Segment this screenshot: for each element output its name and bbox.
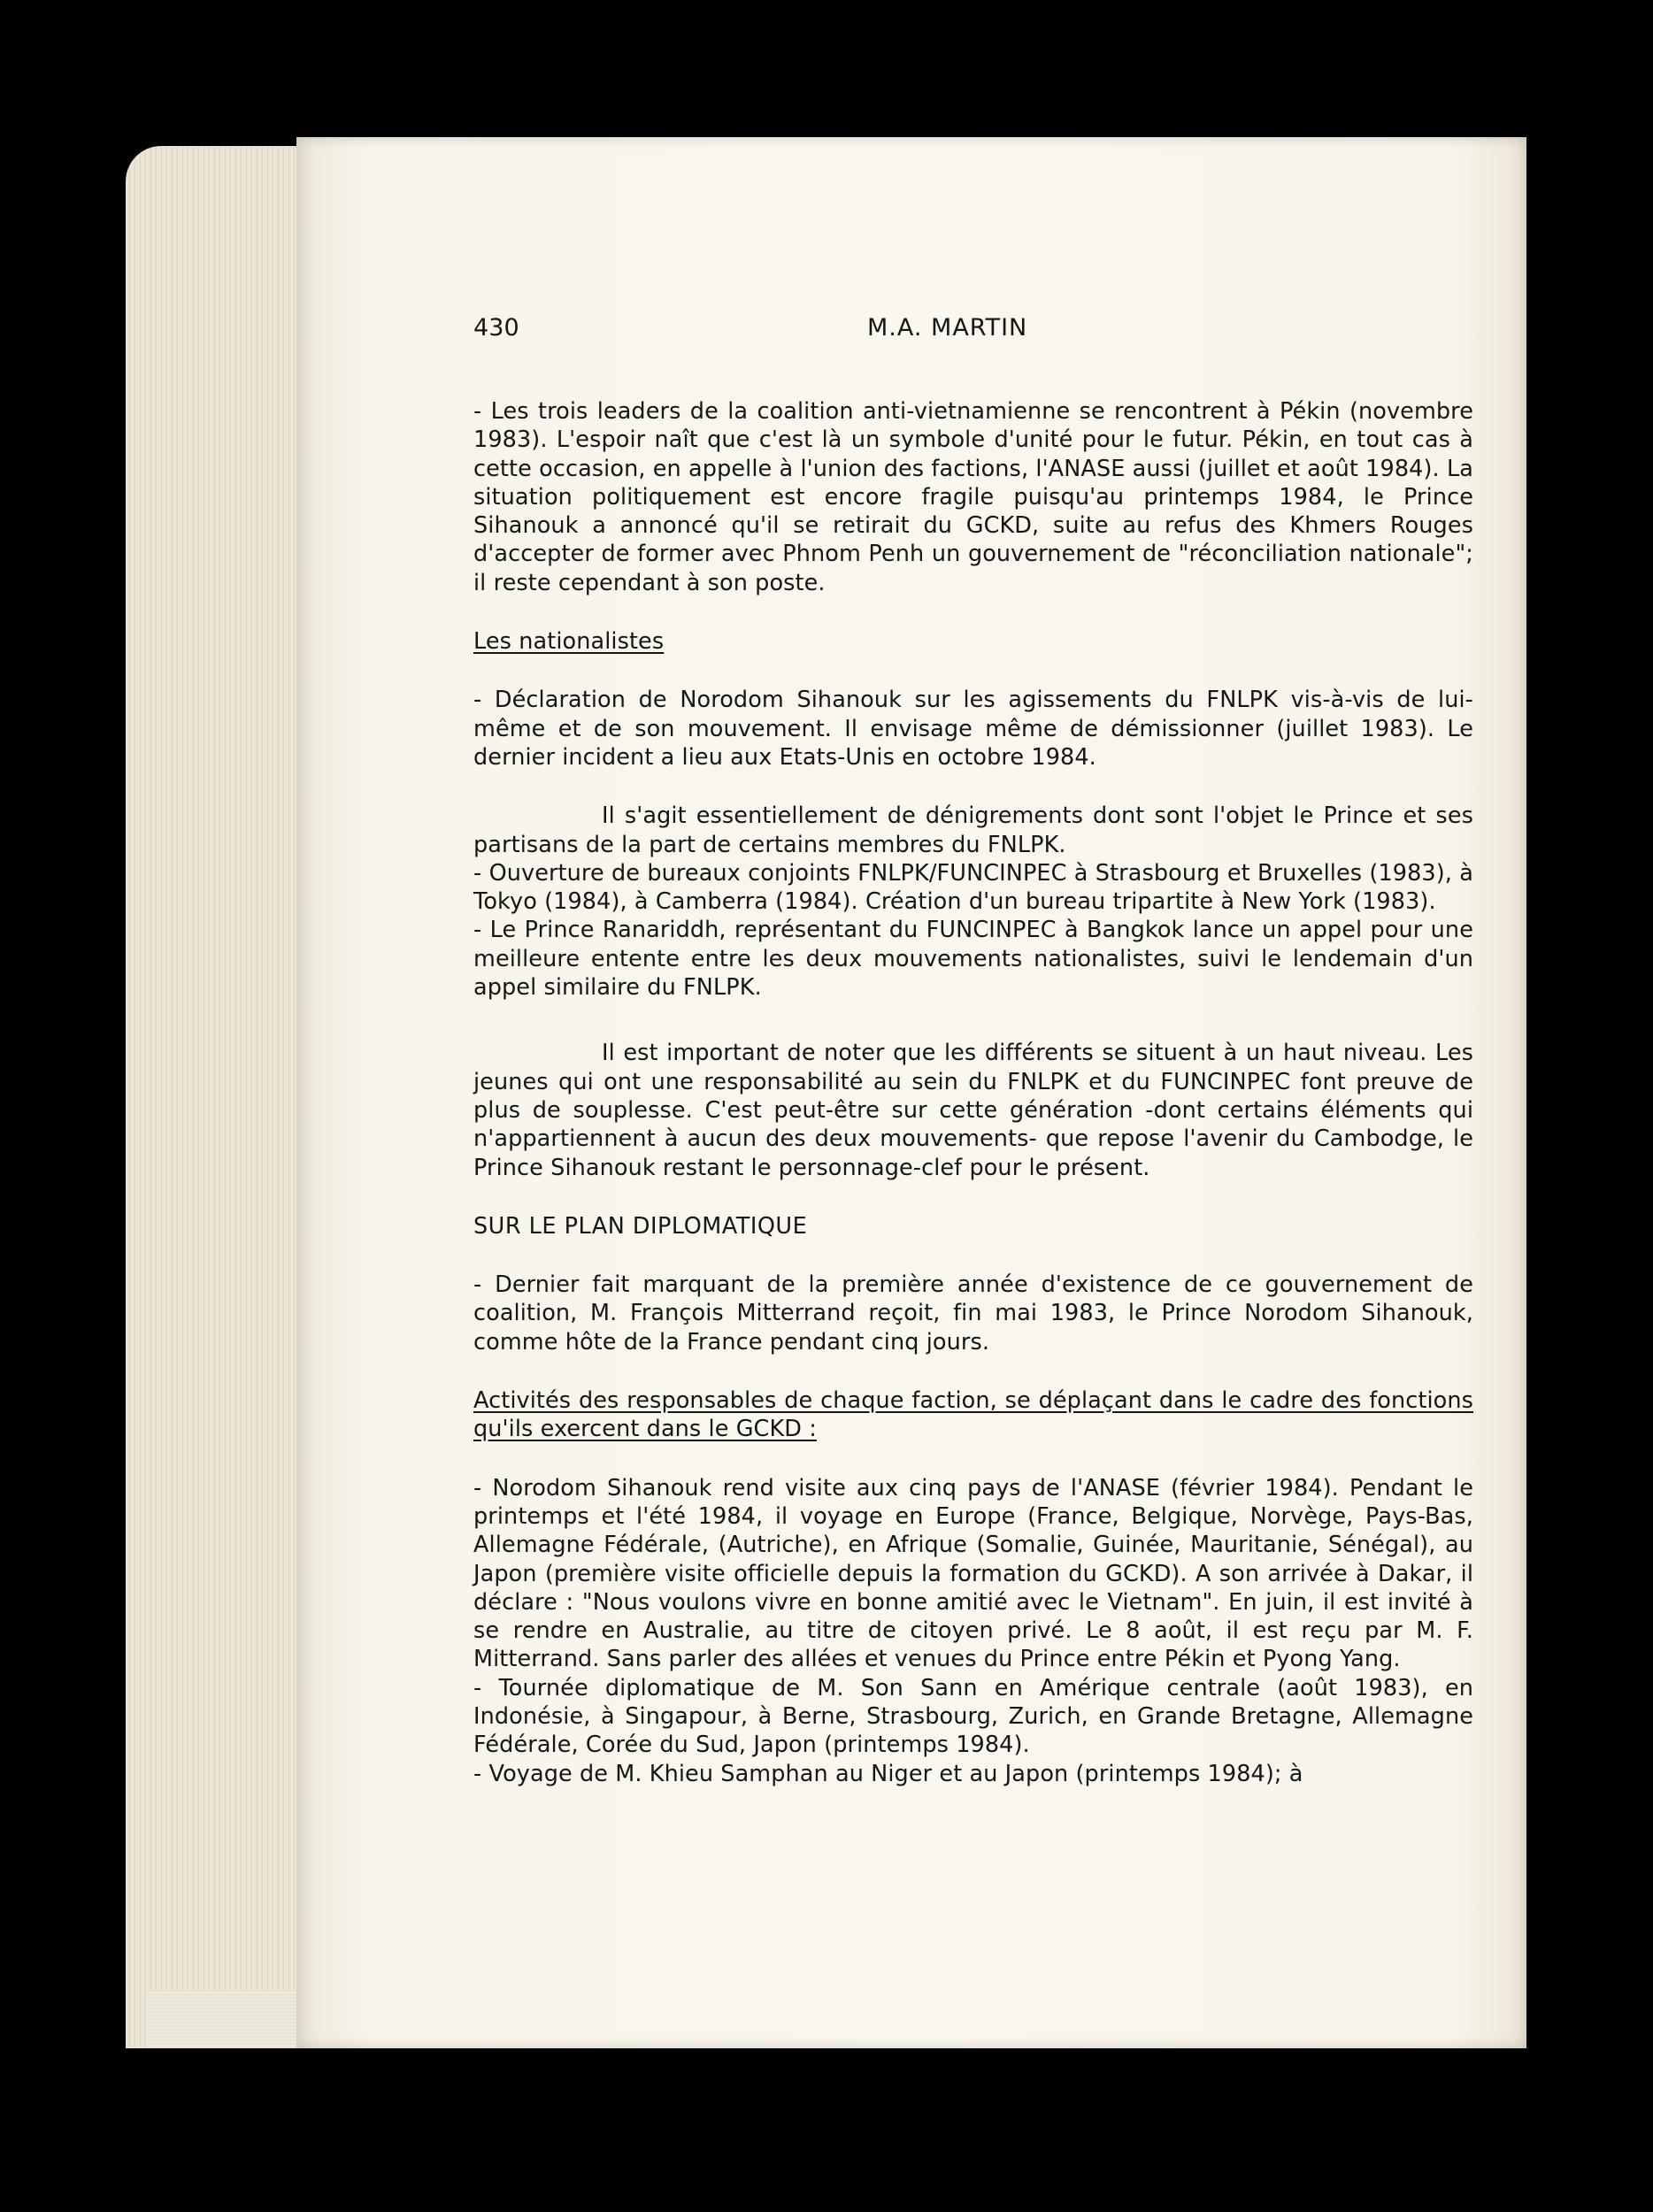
paragraph-bureaux: - Ouverture de bureaux conjoints FNLPK/FUNCINPEC à Strasbourg et Bruxelles (1983), à Tokyo (1984), à Camberra (1984). Création d'un bureau tripartite à New York (1983). bbox=[473, 859, 1473, 916]
heading-nationalistes-text: Les nationalistes bbox=[473, 628, 665, 656]
paragraph-differents: Il est important de noter que les différents se situent à un haut niveau. Les jeunes qui ont une responsabilité au sein du FNLPK et du FUNCINPEC font preuve de plus de souplesse. C'est peut-être sur cette génération -dont certains éléments qui n'appartiennent à aucun des deux mouvements- que repose l'avenir du Cambodge, le Prince Sihanouk restant le personnage-clef pour le présent. bbox=[473, 1040, 1473, 1181]
paragraph-sihanouk-declaration: - Déclaration de Norodom Sihanouk sur les agissements du FNLPK vis-à-vis de lui-même et de son mouvement. Il envisage même de démissionner (juillet 1983). Le dernier incident a lieu aux Etats-Unis en octobre 1984. bbox=[473, 687, 1473, 771]
page-content bbox=[473, 314, 1473, 1788]
running-header bbox=[473, 314, 1473, 349]
paragraph-sihanouk-visits: - Norodom Sihanouk rend visite aux cinq pays de l'ANASE (février 1984). Pendant le printemps et l'été 1984, il voyage en Europe (France, Belgique, Norvège, Pays-Bas, Allemagne Fédérale, (Autriche), en Afrique (Somalie, Guinée, Mauritanie, Sénégal), au Japon (première visite officielle depuis la formation du GCKD). A son arrivée à Dakar, il déclare : "Nous voulons vivre en bonne amitié avec le Vietnam". En juin, il est invité à se rendre en Australie, au titre de citoyen privé. Le 8 août, il est reçu par M. F. Mitterrand. Sans parler des allées et venues du Prince entre Pékin et Pyong Yang. bbox=[473, 1474, 1473, 1673]
paragraph-son-sann: - Tournée diplomatique de M. Son Sann en Amérique centrale (août 1983), en Indonésie, à Singapour, à Berne, Strasbourg, Zurich, en Grande Bretagne, Allemagne Fédérale, Corée du Sud, Japon (printemps 1984). bbox=[473, 1674, 1473, 1759]
paragraph-mitterrand: - Dernier fait marquant de la première année d'existence de ce gouvernement de coalition, M. François Mitterrand reçoit, fin mai 1983, le Prince Norodom Sihanouk, comme hôte de la France pendant cinq jours. bbox=[473, 1271, 1473, 1356]
paragraph-khieu-samphan: - Voyage de M. Khieu Samphan au Niger et au Japon (printemps 1984); à bbox=[473, 1760, 1303, 1787]
heading-activites-text: Activités des responsables de chaque faction, se déplaçant dans le cadre des fonctions qu'ils exercent dans le GCKD : bbox=[473, 1387, 1473, 1443]
paragraph-ranariddh: - Le Prince Ranariddh, représentant du FUNCINPEC à Bangkok lance un appel pour une meilleure entente entre les deux mouvements nationalistes, suivi le lendemain d'un appel similaire du FNLPK. bbox=[473, 917, 1473, 1002]
paragraph-denigrements: Il s'agit essentiellement de dénigrements dont sont l'objet le Prince et ses partisans de la part de certains membres du FNLPK. bbox=[473, 803, 1473, 858]
paragraph-coalition-leaders: - Les trois leaders de la coalition anti-vietnamienne se rencontrent à Pékin (novembre 1983). L'espoir naît que c'est là un symbole d'unité pour le futur. Pékin, en tout cas à cette occasion, en appelle à l'union des factions, l'ANASE aussi (juillet et août 1984). La situation politiquement est encore fragile puisqu'au printemps 1984, le Prince Sihanouk a annoncé qu'il se retirait du GCKD, suite au refus des Khmers Rouges d'accepter de former avec Phnom Penh un gouvernement de "réconciliation nationale"; il reste cependant à son poste. bbox=[473, 398, 1473, 596]
running-author: M.A. MARTIN bbox=[867, 314, 1028, 342]
heading-plan-diplomatique: SUR LE PLAN DIPLOMATIQUE bbox=[473, 1212, 808, 1240]
heading-activites bbox=[473, 1386, 1473, 1444]
page-number: 430 bbox=[473, 314, 519, 342]
heading-nationalistes bbox=[473, 627, 1473, 656]
